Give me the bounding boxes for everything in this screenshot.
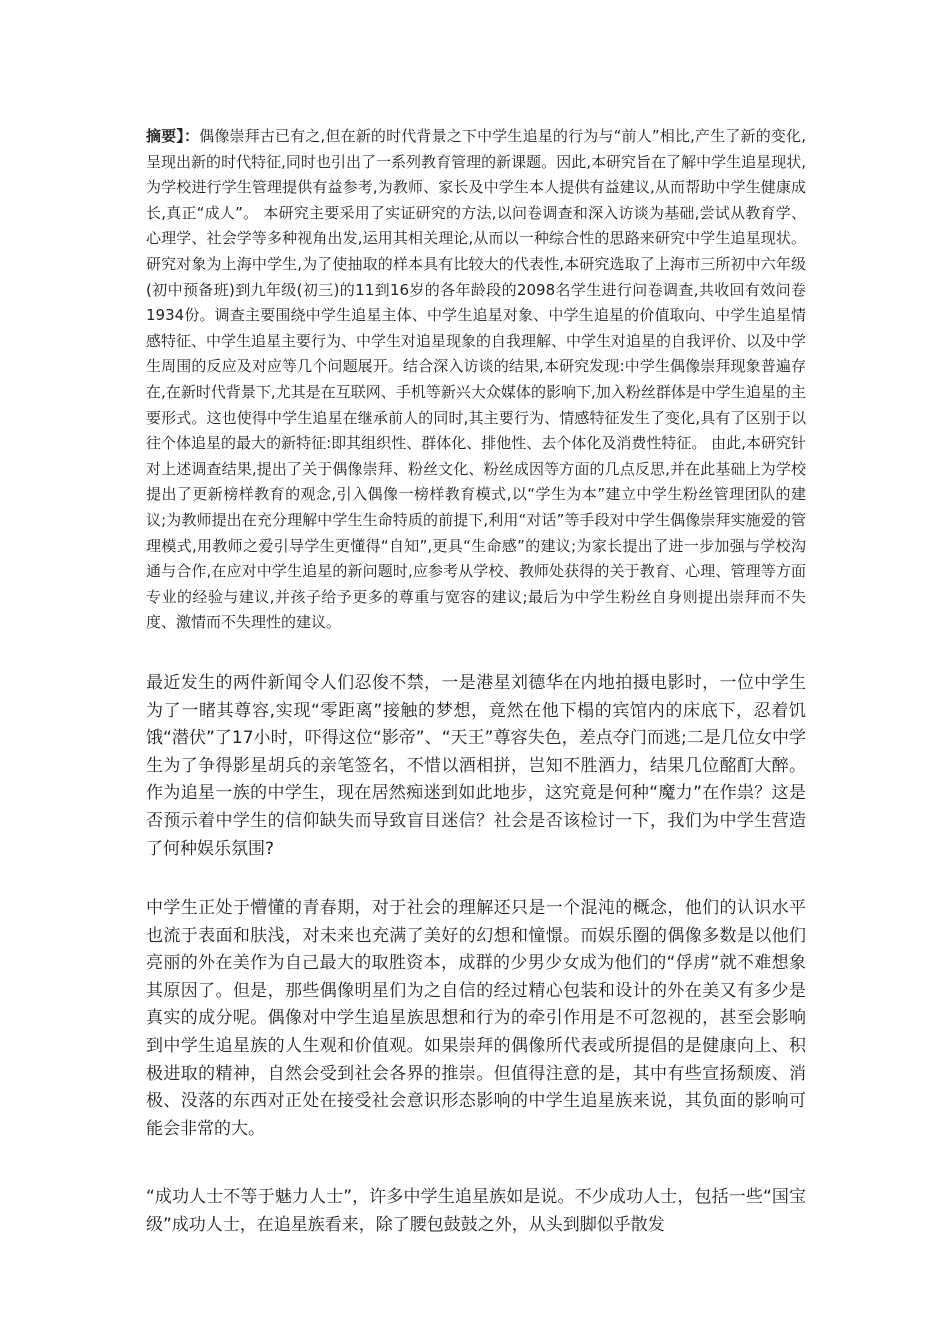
body-paragraph-3: “成功人士不等于魅力人士”，许多中学生追星族如是说。不少成功人士，包括一些“国宝级”成功人士，在追星族看来，除了腰包鼓鼓之外，从头到脚似乎散发 <box>146 1187 806 1235</box>
abstract-label: 摘要】： <box>146 127 200 145</box>
abstract-text: 偶像崇拜古已有之,但在新的时代背景之下中学生追星的行为与“前人”相比,产生了新的变化,呈现出新的时代特征,同时也引出了一系列教育管理的新课题。因此,本研究旨在了解中学生追星现状,为学校进行学生管理提供有益参考,为教师、家长及中学生本人提供有益建议,从而帮助中学生健康成长,真正“成人”。 本研究主要采用了实证研究的方法,以问卷调查和深入访谈为基础,尝试从教育学、心理学、社会学等多种视角出发,运用其相关理论,从而以一种综合性的思路来研究中学生追星现状。研究对象为上海中学生,为了使抽取的样本具有比较大的代表性,本研究选取了上海市三所初中六年级(初中预备班)到九年级(初三)的11到16岁的各年龄段的2098名学生进行问卷调查,共收回有效问卷1934份。调查主要围绕中学生追星主体、中学生追星对象、中学生追星的价值取向、中学生追星情感特征、中学生追星主要行为、中学生对追星现象的自我理解、中学生对追星的自我评价、以及中学生周围的反应及对应等几个问题展开。结合深入访谈的结果,本研究发现:中学生偶像崇拜现象普遍存在,在新时代背景下,尤其是在互联网、手机等新兴大众媒体的影响下,加入粉丝群体是中学生追星的主要形式。这也使得中学生追星在继承前人的同时,其主要行为、情感特征发生了变化,具有了区别于以往个体追星的最大的新特征:即其组织性、群体化、排他性、去个体化及消费性特征。 由此,本研究针对上述调查结果,提出了关于偶像崇拜、粉丝文化、粉丝成因等方面的几点反思,并在此基础上为学校提出了更新榜样教育的观念,引入偶像一榜样教育模式,以“学生为本”建立中学生粉丝管理团队的建议;为教师提出在充分理解中学生生命特质的前提下,利用“对话”等手段对中学生偶像崇拜实施爱的管理模式,用教师之爱引导学生更懂得“自知”,更具“生命感”的建议;为家长提出了进一步加强与学校沟通与合作,在应对中学生追星的新问题时,应参考从学校、教师处获得的关于教育、心理、管理等方面专业的经验与建议,并孩子给予更多的尊重与宽容的建议;最后为中学生粉丝自身则提出崇拜而不失度、激情而不失理性的建议。 <box>146 127 807 632</box>
abstract-paragraph <box>146 124 806 636</box>
body-paragraph-2: 中学生正处于懵懂的青春期，对于社会的理解还只是一个混沌的概念，他们的认识水平也流于表面和肤浅，对未来也充满了美好的幻想和憧憬。而娱乐圈的偶像多数是以他们亮丽的外在美作为自己最大的取胜资本，成群的少男少女成为他们的“俘虏”就不难想象其原因了。但是，那些偶像明星们为之自信的经过精心包装和设计的外在美又有多少是真实的成分呢。偶像对中学生追星族思想和行为的牵引作用是不可忽视的，甚至会影响到中学生追星族的人生观和价值观。如果崇拜的偶像所代表或所提倡的是健康向上、积极进取的精神，自然会受到社会各界的推崇。但值得注意的是，其中有些宣扬颓废、消极、没落的东西对正处在接受社会意识形态影响的中学生追星族来说，其负面的影响可能会非常的大。 <box>146 898 806 1139</box>
body-paragraph-1: 最近发生的两件新闻令人们忍俊不禁，一是港星刘德华在内地拍摄电影时，一位中学生为了一睹其尊容,实现“零距离”接触的梦想，竟然在他下榻的宾馆内的床底下，忍着饥饿“潜伏”了17小时，吓得这位“影帝”、“天王”尊容失色，差点夺门而逃;二是几位女中学生为了争得影星胡兵的亲笔签名，不惜以酒相拼，岂知不胜酒力，结果几位酩酊大醉。作为追星一族的中学生，现在居然痴迷到如此地步，这究竟是何种“魔力”在作祟？这是否预示着中学生的信仰缺失而导致盲目迷信？社会是否该检讨一下，我们为中学生营造了何种娱乐氛围? <box>146 673 806 859</box>
